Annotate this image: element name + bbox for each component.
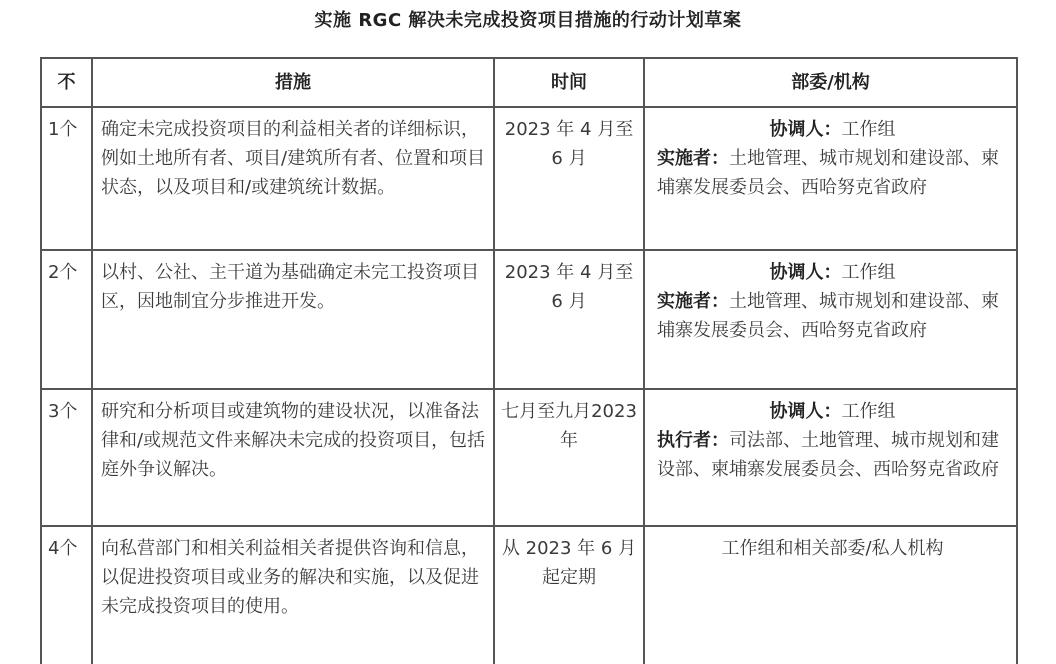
coordinator-value: 工作组 [841,262,896,283]
table-row [41,526,1017,664]
implementer-value: 土地管理、城市规划和建设部、柬埔寨发展委员会、西哈努克省政府 [657,291,999,341]
implementer-label: 执行者： [657,430,729,451]
implementer-label: 实施者： [657,148,729,169]
table-row [41,389,1017,526]
measure-cell: 向私营部门和相关利益相关者提供咨询和信息，以促进投资项目或业务的解决和实施，以及促进未完成投资项目的使用。 [92,526,494,664]
agency-cell [644,107,1017,250]
implementer-line [657,144,1008,202]
measure-cell: 研究和分析项目或建筑物的建设状况，以准备法律和/或规范文件来解决未完成的投资项目，包括庭外争议解决。 [92,389,494,526]
table-header-row [41,58,1017,107]
coordinator-label: 协调人： [769,119,842,140]
agency-cell [644,526,1017,664]
time-cell: 从 2023 年 6 月起定期 [494,526,644,664]
action-plan-table [40,57,1018,664]
row-number: 3个 [41,389,92,526]
implementer-label: 实施者： [657,291,729,312]
agency-value: 工作组和相关部委/私人机构 [721,538,944,559]
coordinator-line [657,397,1008,426]
column-header-measure: 措施 [92,58,494,107]
coordinator-value: 工作组 [841,401,896,422]
table-row [41,107,1017,250]
agency-cell [644,389,1017,526]
row-number: 2个 [41,250,92,389]
implementer-line [657,426,1008,484]
coordinator-label: 协调人： [769,401,842,422]
coordinator-line [657,115,1008,144]
time-cell: 2023 年 4 月至 6 月 [494,107,644,250]
row-number: 4个 [41,526,92,664]
time-cell: 2023 年 4 月至 6 月 [494,250,644,389]
table-row [41,250,1017,389]
coordinator-label: 协调人： [769,262,842,283]
measure-cell: 以村、公社、主干道为基础确定未完工投资项目区，因地制宜分步推进开发。 [92,250,494,389]
row-number: 1个 [41,107,92,250]
column-header-agency: 部委/机构 [644,58,1017,107]
implementer-value: 司法部、土地管理、城市规划和建设部、柬埔寨发展委员会、西哈努克省政府 [657,430,999,480]
column-header-num: 不 [41,58,92,107]
column-header-time: 时间 [494,58,644,107]
coordinator-value: 工作组 [841,119,896,140]
coordinator-line [657,258,1008,287]
time-cell: 七月至九月2023年 [494,389,644,526]
agency-cell [644,250,1017,389]
implementer-value: 土地管理、城市规划和建设部、柬埔寨发展委员会、西哈努克省政府 [657,148,999,198]
implementer-line [657,287,1008,345]
measure-cell: 确定未完成投资项目的利益相关者的详细标识，例如土地所有者、项目/建筑所有者、位置和项目状态，以及项目和/或建筑统计数据。 [92,107,494,250]
document-title: 实施 RGC 解决未完成投资项目措施的行动计划草案 [314,10,742,31]
